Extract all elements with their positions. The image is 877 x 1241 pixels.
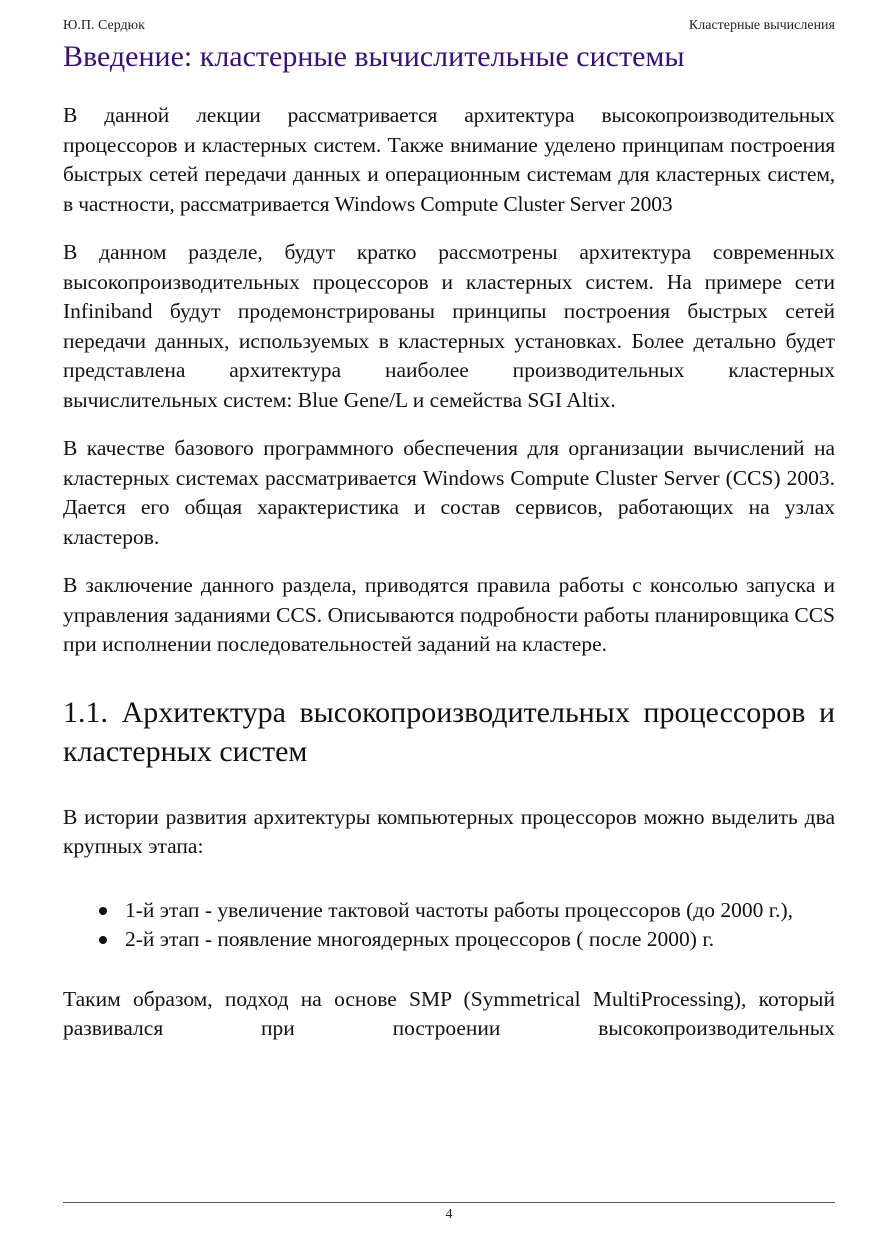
list-item: [125, 896, 835, 926]
page-title: Введение: кластерные вычислительные системы: [63, 40, 685, 73]
paragraph-software-overview: В качестве базового программного обеспечения для организации вычислений на кластерных системах рассматривается Windows Compute Cluster Server (CCS) 2003. Дается его общая характеристика и состав сервисов, работающих на узлах кластеров.: [63, 436, 835, 549]
paragraph-lecture-overview: В данной лекции рассматривается архитектура высокопроизводительных процессоров и кластерных систем. Также внимание уделено принципам построения быстрых сетей передачи данных и операционным системам для кластерных систем, в частности, рассматривается Windows Compute Cluster Server 2003: [63, 103, 835, 216]
section-continuation-paragraph: Таким образом, подход на основе SMP (Symmetrical MultiProcessing), который развивался при построении высокопроизводительных: [63, 986, 835, 1040]
header-author: Ю.П. Сердюк: [63, 18, 145, 33]
paragraph-section-overview: В данном разделе, будут кратко рассмотрены архитектура современных высокопроизводительных процессоров и кластерных систем. На примере сети Infiniband будут продемонстрированы принципы построения быстрых сетей передачи данных, используемых в кластерных установках. Более детально будет представлена архитектура наиболее производительных кластерных вычислительных систем: Blue Gene/L и семейства SGI Altix.: [63, 240, 835, 412]
list-item-text: 2-й этап - появление многоядерных процессоров ( после 2000) г.: [125, 927, 715, 951]
footer-divider: [63, 1202, 835, 1203]
page-number: 4: [445, 1207, 453, 1222]
paragraph-conclusion-overview: В заключение данного раздела, приводятся правила работы с консолью запуска и управления заданиями CCS. Описываются подробности работы планировщика CCS при исполнении последовательностей заданий на кластере.: [63, 573, 835, 656]
list-item: [125, 925, 835, 955]
header-course: Кластерные вычисления: [688, 18, 835, 33]
section-heading: 1.1. Архитектура высокопроизводительных процессоров и кластерных систем: [63, 695, 835, 768]
bullet-dot-icon: [99, 907, 107, 915]
running-header: [63, 17, 835, 35]
body-text: [63, 101, 835, 1063]
stages-list: [63, 896, 835, 955]
bullet-dot-icon: [99, 936, 107, 944]
section-intro-paragraph: В истории развития архитектуры компьютерных процессоров можно выделить два крупных этапа:: [63, 804, 835, 858]
list-item-text: 1-й этап - увеличение тактовой частоты работы процессоров (до 2000 г.),: [125, 897, 794, 922]
document-page: [63, 0, 835, 1241]
